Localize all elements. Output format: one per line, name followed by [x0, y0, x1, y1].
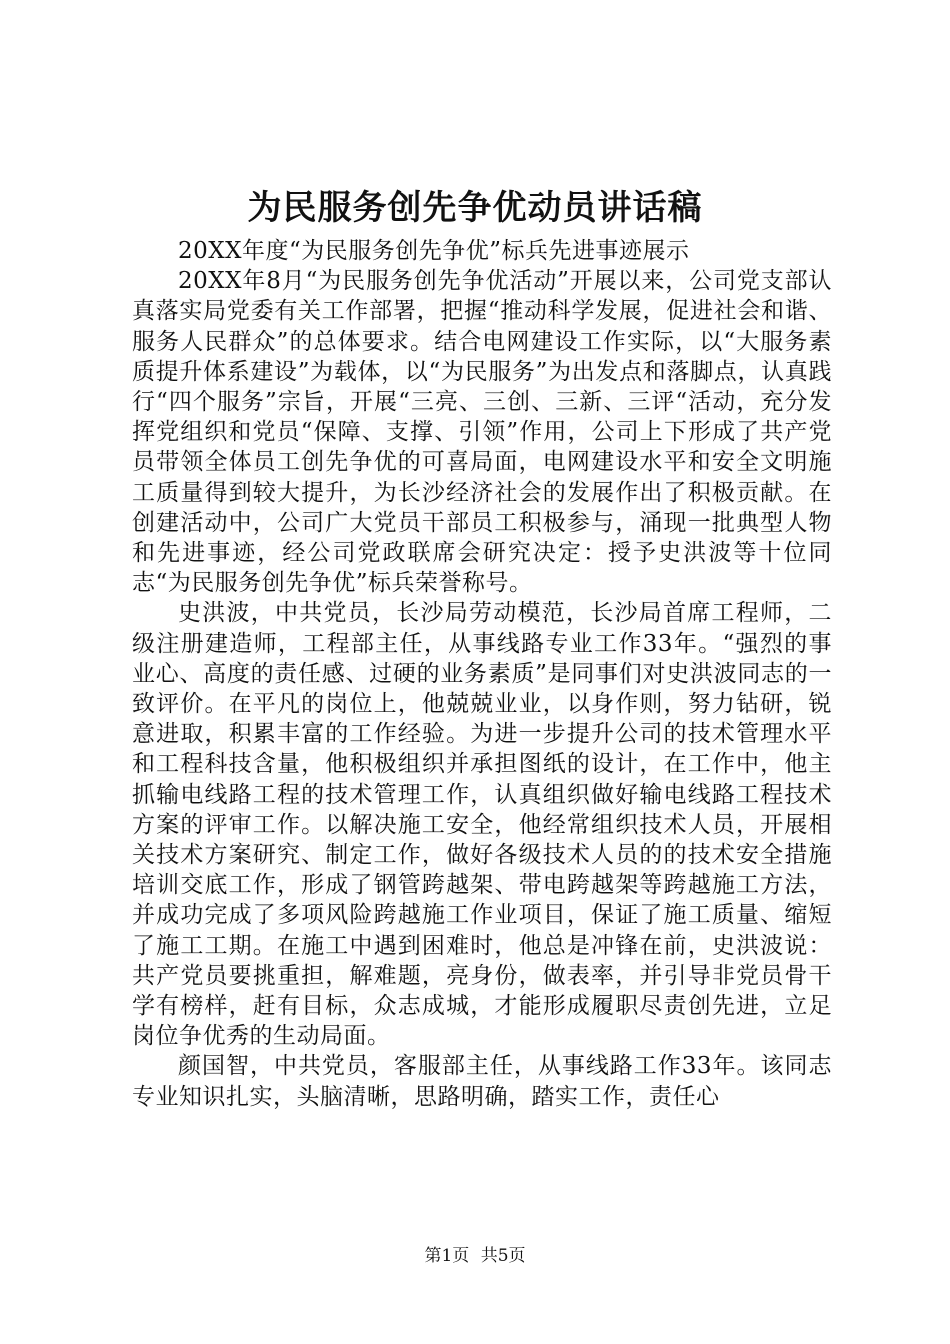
paragraph-yan-guozhi: 颜国智，中共党员，客服部主任，从事线路工作33年。该同志专业知识扎实，头脑清晰，思路明确，踏实工作，责任心 — [132, 1053, 832, 1110]
document-title: 为民服务创先争优动员讲话稿 — [247, 188, 703, 228]
page-number: 第1页 — [424, 1246, 470, 1266]
document-body — [132, 236, 832, 1112]
page-footer — [0, 1244, 950, 1268]
paragraph-intro: 20XX年8月“为民服务创先争优活动”开展以来，公司党支部认真落实局党委有关工作部署，把握“推动科学发展，促进社会和谐、服务人民群众”的总体要求。结合电网建设工作实际，以“大服务素质提升体系建设”为载体，以“为民服务”为出发点和落脚点，认真践行“四个服务”宗旨，开展“三亮、三创、三新、三评“活动，充分发挥党组织和党员“保障、支撑、引领”作用，公司上下形成了共产党员带领全体员工创先争优的可喜局面，电网建设水平和安全文明施工质量得到较大提升，为长沙经济社会的发展作出了积极贡献。在创建活动中，公司广大党员干部员工积极参与，涌现一批典型人物和先进事迹，经公司党政联席会研究决定：授予史洪波等十位同志“为民服务创先争优”标兵荣誉称号。 — [132, 268, 832, 597]
paragraph-shi-hongbo: 史洪波，中共党员，长沙局劳动模范，长沙局首席工程师，二级注册建造师，工程部主任，从事线路专业工作33年。“强烈的事业心、高度的责任感、过硬的业务素质”是同事们对史洪波同志的一致评价。在平凡的岗位上，他兢兢业业，以身作则，努力钻研，锐意进取，积累丰富的工作经验。为进一步提升公司的技术管理水平和工程科技含量，他积极组织并承担图纸的设计，在工作中，他主抓输电线路工程的技术管理工作，认真组织做好输电线路工程技术方案的评审工作。以解决施工安全，他经常组织技术人员，开展相关技术方案研究、制定工作，做好各级技术人员的的技术安全措施培训交底工作，形成了钢管跨越架、带电跨越架等跨越施工方法，并成功完成了多项风险跨越施工作业项目，保证了施工质量、缩短了施工工期。在施工中遇到困难时，他总是冲锋在前，史洪波说：共产党员要挑重担，解难题，亮身份，做表率，并引导非党员骨干学有榜样，赶有目标，众志成城，才能形成履职尽责创先进，立足岗位争优秀的生动局面。 — [132, 600, 832, 1050]
page-total: 共5页 — [480, 1246, 526, 1266]
document-subtitle: 20XX年度“为民服务创先争优”标兵先进事迹展示 — [178, 238, 690, 264]
